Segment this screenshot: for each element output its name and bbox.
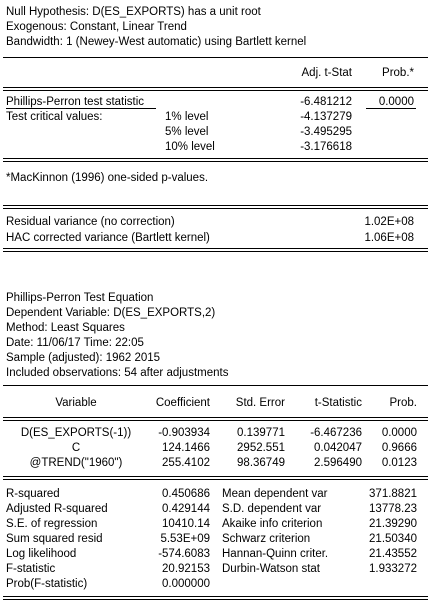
stat-label: Hannan-Quinn criter. [222,548,329,560]
rule [3,90,428,91]
critical-level: 1% level [165,111,209,123]
sample: Sample (adjusted): 1962 2015 [6,352,161,364]
stat-label: Prob(F-statistic) [6,578,88,590]
stat-label: Schwarz criterion [222,533,311,545]
col-header-tstat: t-Statistic [314,397,362,409]
stat-value: 20.92153 [162,563,210,575]
stat-value: 1.933272 [369,563,417,575]
stat-value: 10410.14 [162,518,210,530]
mackinnon-note: *MacKinnon (1996) one-sided p-values. [6,172,209,184]
stat-value: 5.53E+09 [160,533,210,545]
bandwidth-line: Bandwidth: 1 (Newey-West automatic) using Bartlett kernel [6,36,307,48]
table-row-std-error: 0.139771 [237,427,285,439]
rule [3,57,428,58]
hac-variance-label: HAC corrected variance (Bartlett kernel) [6,232,210,244]
observations: Included observations: 54 after adjustments [6,367,229,379]
underline [366,108,416,109]
stat-value: -574.6083 [158,548,210,560]
rule [3,248,428,249]
table-row-variable: D(ES_EXPORTS(-1)) [20,427,132,439]
rule [3,208,428,209]
table-row-prob: 0.0000 [381,427,417,439]
stat-label: S.E. of regression [6,518,98,530]
col-header-adj-tstat: Adj. t-Stat [301,67,352,79]
exogenous-line: Exogenous: Constant, Linear Trend [6,21,187,33]
col-header-prob: Prob. [389,397,417,409]
stat-value: 21.39290 [369,518,417,530]
table-row-tstat: 0.042047 [314,442,362,454]
table-row-coefficient: -0.903934 [158,427,210,439]
rule [3,385,428,386]
table-row-tstat: -6.467236 [310,427,362,439]
stat-label: S.D. dependent var [222,503,322,515]
underline [6,108,156,109]
table-row-prob: 0.0123 [381,457,417,469]
critical-level: 10% level [165,141,215,153]
critical-values-label: Test critical values: [6,111,103,123]
null-hypothesis: Null Hypothesis: D(ES_EXPORTS) has a unit root [6,6,261,18]
critical-value: -3.176618 [300,141,352,153]
col-header-coefficient: Coefficient [155,397,210,409]
stat-label: Adjusted R-squared [6,503,108,515]
col-header-std-error: Std. Error [235,397,285,409]
rule [3,596,428,597]
hac-variance-value: 1.06E+08 [364,232,414,244]
residual-variance-label: Residual variance (no correction) [6,216,175,228]
table-row-std-error: 2952.551 [237,442,285,454]
table-row-coefficient: 255.4102 [162,457,210,469]
residual-variance-value: 1.02E+08 [364,216,414,228]
rule [3,87,428,88]
table-row-variable: @TREND("1960") [29,457,123,469]
pp-stat-value: -6.481212 [300,96,352,108]
stat-label: Akaike info criterion [222,518,323,530]
pp-stat-label: Phillips-Perron test statistic [6,96,145,108]
stat-value: 0.450686 [162,488,210,500]
table-row-prob: 0.9666 [381,442,417,454]
critical-level: 5% level [165,126,209,138]
rule [3,420,428,421]
stat-value: 0.429144 [162,503,210,515]
date-time: Date: 11/06/17 Time: 22:05 [6,337,144,349]
stat-label: F-statistic [6,563,56,575]
table-row-coefficient: 124.1466 [162,442,210,454]
col-header-prob: Prob.* [382,67,414,79]
stat-label: Durbin-Watson stat [222,563,320,575]
stat-value: 21.43552 [369,548,417,560]
rule [3,599,428,600]
table-row-std-error: 98.36749 [237,457,285,469]
critical-value: -3.495295 [300,126,352,138]
stat-label: R-squared [6,488,60,500]
stat-value: 13778.23 [369,503,417,515]
equation-title: Phillips-Perron Test Equation [6,292,154,304]
table-row-variable: C [71,442,81,454]
rule [3,158,428,159]
method: Method: Least Squares [6,322,125,334]
stat-value: 0.000000 [162,578,210,590]
stat-label: Log likelihood [6,548,77,560]
rule [3,205,428,206]
stat-label: Mean dependent var [222,488,328,500]
table-row-tstat: 2.596490 [314,457,362,469]
rule [3,417,428,418]
col-header-variable: Variable [55,397,97,409]
stat-label: Sum squared resid [6,533,103,545]
rule [3,476,428,477]
stat-value: 21.50340 [369,533,417,545]
rule [3,161,428,162]
pp-stat-prob: 0.0000 [378,96,414,108]
rule [3,251,428,252]
dependent-variable: Dependent Variable: D(ES_EXPORTS,2) [6,307,216,319]
critical-value: -4.137279 [300,111,352,123]
stat-value: 371.8821 [369,488,417,500]
rule [3,479,428,480]
